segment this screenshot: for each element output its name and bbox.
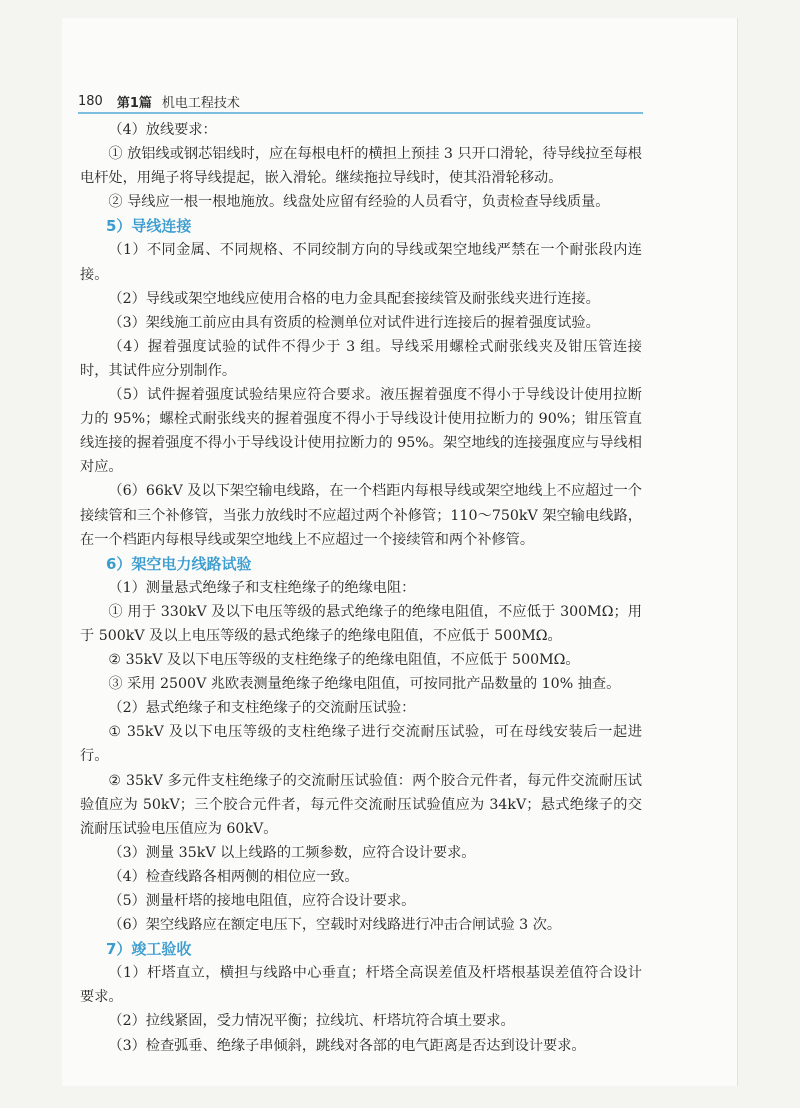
header-rule [78, 112, 643, 114]
paragraph: （6）架空线路应在额定电压下，空载时对线路进行冲击合闸试验 3 次。 [108, 917, 562, 934]
paragraph: ① 用于 330kV 及以下电压等级的悬式绝缘子的绝缘电阻值，不应低于 300MΩ；用于 500kV 及以上电压等级的悬式绝缘子的绝缘电阻值，不应低于 500MΩ。 [80, 603, 642, 644]
paragraph: （3）检查弧垂、绝缘子串倾斜，跳线对各部的电气距离是否达到设计要求。 [108, 1037, 586, 1054]
section-heading: 7）竣工验收 [106, 940, 192, 959]
paragraph: （6）66kV 及以下架空输电线路，在一个档距内每根导线或架空地线上不应超过一个接续管和三个补修管，当张力放线时不应超过两个补修管；110～750kV 架空输电线路，在一个档距内每根导线或架空地线上不应超过一个接续管和两个补修管。 [80, 483, 642, 548]
paragraph: （4）检查线路各相两侧的相位应一致。 [108, 868, 359, 885]
paragraph: （4）握着强度试验的试件不得少于 3 组。导线采用螺栓式耐张线夹及钳压管连接时，其试件应分别制作。 [80, 338, 642, 379]
section-heading: 6）架空电力线路试验 [106, 554, 252, 573]
chapter-title: 机电工程技术 [161, 95, 240, 111]
paragraph: ③ 采用 2500V 兆欧表测量绝缘子绝缘电阻值，可按同批产品数量的 10% 抽查。 [108, 676, 621, 693]
paragraph: ② 导线应一根一根地施放。线盘处应留有经验的人员看守，负责检查导线质量。 [108, 194, 610, 211]
paragraph: （4）放线要求： [108, 122, 217, 138]
paragraph: （3）测量 35kV 以上线路的工频参数，应符合设计要求。 [108, 844, 476, 861]
paragraph: ① 35kV 及以下电压等级的支柱绝缘子进行交流耐压试验，可在母线安装后一起进行。 [80, 724, 642, 765]
page-body [80, 118, 642, 1058]
paragraph: （1）杆塔直立，横担与线路中心垂直；杆塔全高误差值及杆塔根基误差值符合设计要求。 [80, 965, 642, 1006]
paragraph: （2）拉线紧固，受力情况平衡；拉线坑、杆塔坑符合填土要求。 [108, 1013, 515, 1030]
paragraph: （2）导线或架空地线应使用合格的电力金具配套接续管及耐张线夹进行连接。 [108, 290, 600, 307]
paragraph: （5）试件握着强度试验结果应符合要求。液压握着强度不得小于导线设计使用拉断力的 95%；螺栓式耐张线夹的握着强度不得小于导线设计使用拉断力的 90%；钳压管直线连接的握着强度不得小于导线设计使用拉断力的 95%。架空地线的连接强度应与导线相对应。 [80, 387, 642, 476]
paragraph: （1）测量悬式绝缘子和支柱绝缘子的绝缘电阻： [108, 579, 416, 596]
part-label: 第1篇 [116, 95, 152, 111]
paragraph: （3）架线施工前应由具有资质的检测单位对试件进行连接后的握着强度试验。 [108, 314, 600, 331]
page-number: 180 [78, 93, 103, 109]
paragraph: （5）测量杆塔的接地电阻值，应符合设计要求。 [108, 893, 416, 909]
paragraph: （2）悬式绝缘子和支柱绝缘子的交流耐压试验： [108, 700, 416, 717]
paragraph: ② 35kV 多元件支柱绝缘子的交流耐压试验值：两个胶合元件者，每元件交流耐压试验值应为 50kV；三个胶合元件者，每元件交流耐压试验值应为 34kV；悬式绝缘子的交流耐压试验电压值应为 60kV。 [80, 772, 642, 837]
paragraph: ② 35kV 及以下电压等级的支柱绝缘子的绝缘电阻值，不应低于 500MΩ。 [108, 652, 580, 669]
paragraph: （1）不同金属、不同规格、不同绞制方向的导线或架空地线严禁在一个耐张段内连接。 [80, 242, 642, 283]
page-header [78, 90, 643, 112]
paragraph: ① 放铝线或钢芯铝线时，应在每根电杆的横担上预挂 3 只开口滑轮，待导线拉至每根电杆处，用绳子将导线提起，嵌入滑轮。继续拖拉导线时，使其沿滑轮移动。 [80, 146, 642, 187]
section-heading: 5）导线连接 [106, 217, 192, 236]
